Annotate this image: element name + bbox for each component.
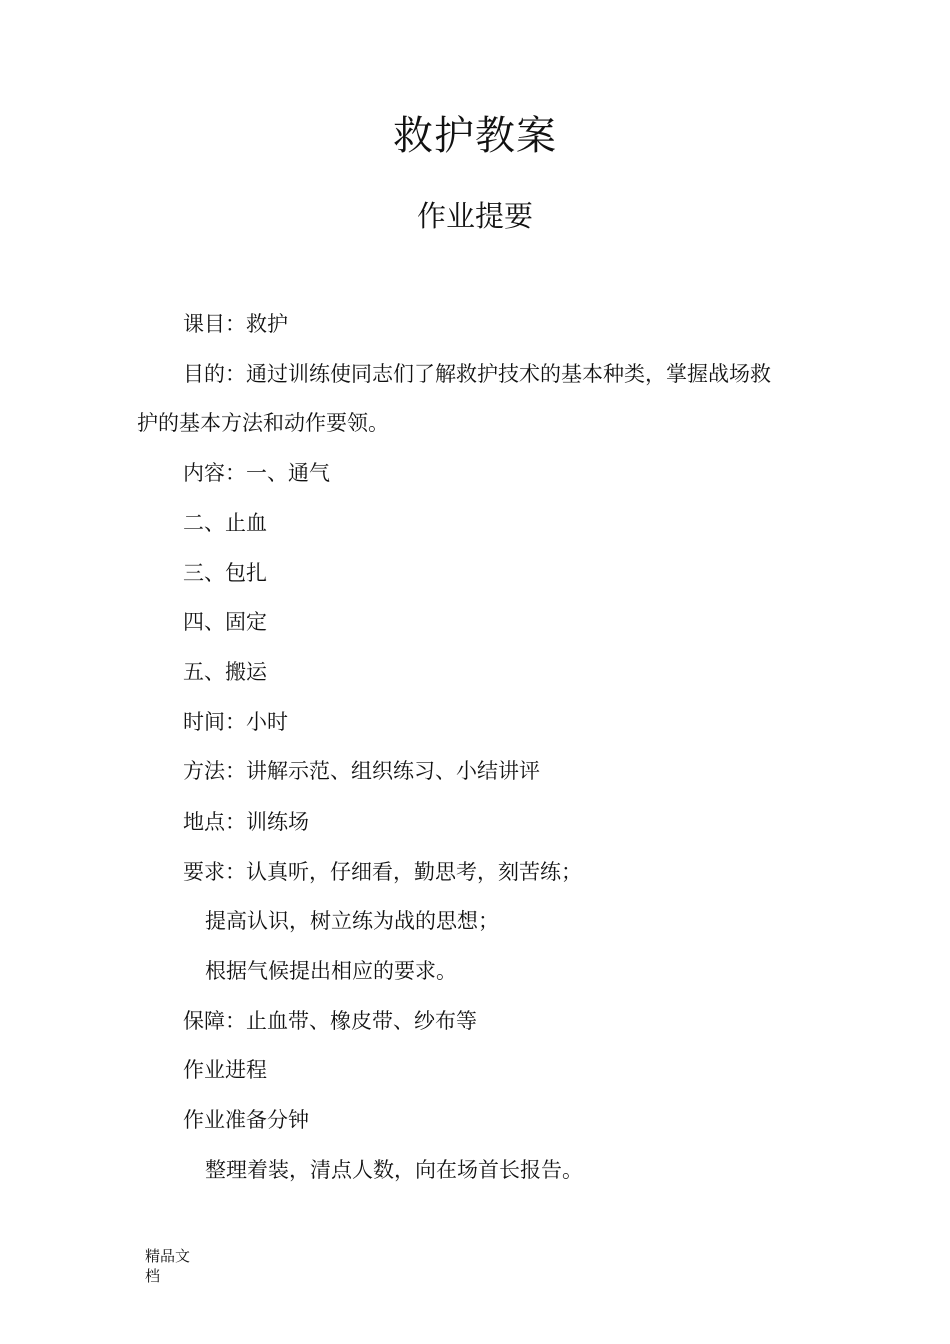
content-item-hemostasis: 二、止血 (183, 511, 267, 535)
footer-note (145, 1246, 205, 1286)
footer-note-line-2: 档 (145, 1267, 161, 1285)
content-item-transport: 五、搬运 (183, 660, 267, 684)
time-line: 时间：小时 (183, 710, 288, 734)
content-line: 内容：一、通气 (183, 461, 330, 485)
preparation-detail-line: 整理着装，清点人数，向在场首长报告。 (205, 1158, 583, 1182)
preparation-line: 作业准备分钟 (183, 1108, 309, 1132)
supplies-line: 保障：止血带、橡皮带、纱布等 (183, 1009, 477, 1033)
document-subtitle: 作业提要 (416, 199, 533, 233)
requirements-line: 要求：认真听，仔细看，勤思考，刻苦练； (183, 860, 582, 884)
procedure-heading: 作业进程 (183, 1058, 267, 1082)
purpose-continuation-line: 护的基本方法和动作要领。 (137, 411, 389, 435)
content-item-fixation: 四、固定 (183, 610, 267, 634)
location-line: 地点：训练场 (183, 810, 309, 834)
requirements-item-climate: 根据气候提出相应的要求。 (205, 959, 457, 983)
document-title: 救护教案 (393, 113, 557, 159)
content-item-bandaging: 三、包扎 (183, 561, 267, 585)
purpose-line: 目的：通过训练使同志们了解救护技术的基本种类，掌握战场救 (183, 362, 771, 386)
footer-note-line-1: 精品文 (145, 1247, 191, 1265)
course-line: 课目：救护 (183, 312, 288, 336)
requirements-item-awareness: 提高认识，树立练为战的思想； (205, 909, 499, 933)
method-line: 方法：讲解示范、组织练习、小结讲评 (183, 759, 540, 783)
